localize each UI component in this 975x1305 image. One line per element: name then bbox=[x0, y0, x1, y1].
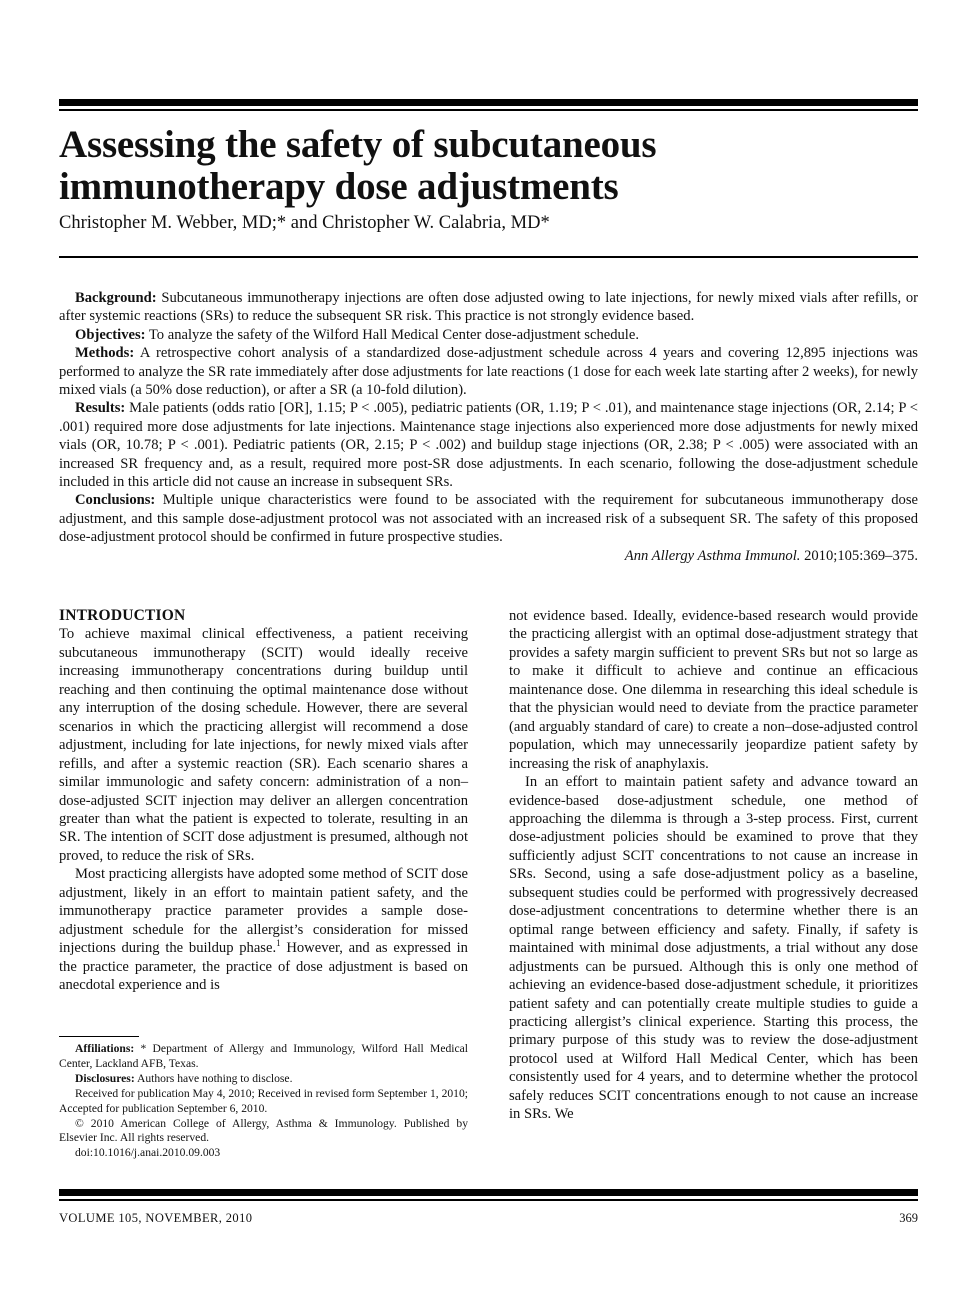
bottom-rule bbox=[59, 1189, 918, 1196]
results-text: Male patients (odds ratio [OR], 1.15; P < .005), pediatric patients (OR, 1.19; P < .01), and maintenance stage injections (OR, 2.14; P < .001) required more dose adjustments for late injections. Maintenance stage injections also experienced more dose adjustments for newly mixed vials (OR, 10.78; P < .001). Pediatric patients (OR, 2.15; P < .002) and buildup stage injections (OR, 2.38; P < .005) were associated with an increased SR frequency and, as a result, required more post-SR dose adjustments. In each scenario, following the dose-adjustment schedule included in this article did not cause an increase in subsequent SRs. bbox=[59, 400, 918, 491]
footer-page-number: 369 bbox=[899, 1211, 918, 1225]
footnote-rule bbox=[59, 1036, 139, 1037]
citation-ref: 2010;105:369–375. bbox=[800, 547, 918, 564]
section-heading-introduction: INTRODUCTION bbox=[59, 607, 186, 624]
abstract-methods bbox=[59, 344, 918, 399]
footnote-received: Received for publication May 4, 2010; Received in revised form September 1, 2010; Accepted for publication September 6, 2010. bbox=[59, 1086, 468, 1115]
citation-journal: Ann Allergy Asthma Immunol. bbox=[624, 547, 801, 564]
objectives-text: To analyze the safety of the Wilford Hall Medical Center dose-adjustment schedule. bbox=[145, 326, 639, 343]
body-paragraph-3-step: In an effort to maintain patient safety and advance toward an evidence-based dose-adjustment schedule, one method of approaching the dilemma is through a 3-step process. First, current dose-adjustment policies should be examined to prove that they sufficiently adjust SCIT concentrations to not cause an increase in SRs. Second, using a safe dose-adjustment policy as a baseline, subsequent studies could be performed with progressively decreased dose-adjustment concentrations to determine whether there is an optimal range between efficiency and safety. Finally, if safety is maintained with minimal dose adjustments, a trial without any dose adjustments can be pursued. Although this is only one method of achieving an evidence-based dose-adjustment schedule, it prioritizes patient safety and can potentially create multiple studies to guide a practicing allergist’s clinical experience. Starting this process, the primary purpose of this study was to review the dose-adjustment protocol used at Wilford Hall Medical Center, which has been consistently used for 4 years, and to determine whether the protocol safely reduces SCIT concentrations enough to not cause an increase in SRs. We bbox=[509, 774, 918, 1123]
objectives-label: Objectives: bbox=[75, 326, 146, 343]
title-line-2: immunotherapy dose adjustments bbox=[59, 165, 619, 208]
abstract bbox=[59, 289, 918, 565]
abstract-background bbox=[59, 289, 918, 326]
abstract-results bbox=[59, 399, 918, 491]
results-label: Results: bbox=[75, 400, 126, 417]
methods-label: Methods: bbox=[75, 345, 135, 362]
footnote-doi: doi:10.1016/j.anai.2010.09.003 bbox=[75, 1146, 221, 1160]
header-divider bbox=[59, 256, 918, 258]
footnote-affiliations bbox=[59, 1042, 468, 1072]
title-line-1: Assessing the safety of subcutaneous bbox=[59, 123, 657, 166]
abstract-conclusions bbox=[59, 491, 918, 546]
intro-paragraph-2 bbox=[59, 865, 468, 994]
body-paragraph-continued: not evidence based. Ideally, evidence-based research would provide the practicing allergist with an optimal dose-adjustment strategy that provides a safety margin sufficient to prevent SRs but not so large as to make it difficult to achieve and continue an efficacious maintenance dose. One dilemma in researching this ideal schedule is that the physician would need to deviate from the practice parameter (and arguably standard of care) to create a non–dose-adjusted control population, which may unnecessarily jeopardize patient safety by increasing the risk of anaphylaxis. bbox=[509, 608, 918, 772]
footnote-disclosures bbox=[59, 1072, 468, 1087]
background-text: Subcutaneous immunotherapy injections are often dose adjusted owing to late injections, for newly mixed vials after refills, or after systemic reactions (SRs) to reduce the subsequent SR risk. This practice is not strongly evidence based. bbox=[59, 290, 918, 325]
intro-paragraph-2-b: However, and as expressed in the practice parameter, the practice of dose adjustment is based on anecdotal experience and is bbox=[59, 940, 468, 994]
abstract-objectives bbox=[59, 326, 918, 344]
journal-citation bbox=[59, 547, 918, 565]
intro-paragraph-2-a: Most practicing allergists have adopted some method of SCIT dose adjustment, likely in an effort to maintain patient safety, and the immunotherapy practice parameter provides a sample dose-adjustment schedule for the allergist’s consideration for missed injections during the buildup phase. bbox=[59, 866, 468, 957]
footer-volume: VOLUME 105, NOVEMBER, 2010 bbox=[59, 1211, 253, 1225]
bottom-rule-thin bbox=[59, 1199, 918, 1201]
conclusions-text: Multiple unique characteristics were found to be associated with the requirement for subcutaneous immunotherapy dose adjustment, and this sample dose-adjustment protocol was not associated with an increased risk of a subsequent SR. The safety of this proposed dose-adjustment protocol should be confirmed in future prospective studies. bbox=[59, 492, 918, 546]
article-title bbox=[59, 124, 919, 208]
affiliations-label: Affiliations: bbox=[75, 1042, 135, 1055]
left-column bbox=[59, 607, 468, 995]
background-label: Background: bbox=[75, 290, 157, 306]
conclusions-label: Conclusions: bbox=[75, 492, 156, 509]
author-list: Christopher M. Webber, MD;* and Christopher W. Calabria, MD* bbox=[59, 213, 550, 233]
top-rule bbox=[59, 99, 918, 106]
footnotes bbox=[59, 1042, 468, 1161]
top-rule-thin bbox=[59, 109, 918, 111]
intro-paragraph-1: To achieve maximal clinical effectiveness, a patient receiving subcutaneous immunotherapy (SCIT) would ideally receive increasing immunotherapy concentrations during buildup until reaching and then continuing the optimal maintenance dose without any interruption of the dosing schedule. However, there are several scenarios in which the practicing allergist will recommend a dose adjustment, including for late injections, for newly mixed vials after refills, and after a systemic reaction (SR). Each scenario shares a similar immunologic and safety concern: administration of a non–dose-adjusted SCIT injection may deliver an allergen concentration greater than what the patient is expected to tolerate, resulting in an SR. The intention of SCIT dose adjustment is presumed, although not proved, to reduce the risk of SRs. bbox=[59, 626, 468, 864]
right-column bbox=[509, 607, 918, 1124]
footnote-copyright: © 2010 American College of Allergy, Asthma & Immunology. Published by Elsevier Inc. All rights reserved. bbox=[59, 1116, 468, 1145]
disclosures-text: Authors have nothing to disclose. bbox=[134, 1071, 293, 1085]
methods-text: A retrospective cohort analysis of a standardized dose-adjustment schedule across 4 years and covering 12,895 injections was performed to analyze the SR rate immediately after dose adjustments for late reactions (1 dose for each week late starting after 2 weeks), for newly mixed vials (a 50% dose reduction), or after a SR (a 10-fold dilution). bbox=[59, 345, 918, 399]
reference-superscript: 1 bbox=[276, 938, 281, 949]
disclosures-label: Disclosures: bbox=[75, 1071, 135, 1085]
affiliations-text: * Department of Allergy and Immunology, Wilford Hall Medical Center, Lackland AFB, Texas. bbox=[59, 1042, 468, 1070]
